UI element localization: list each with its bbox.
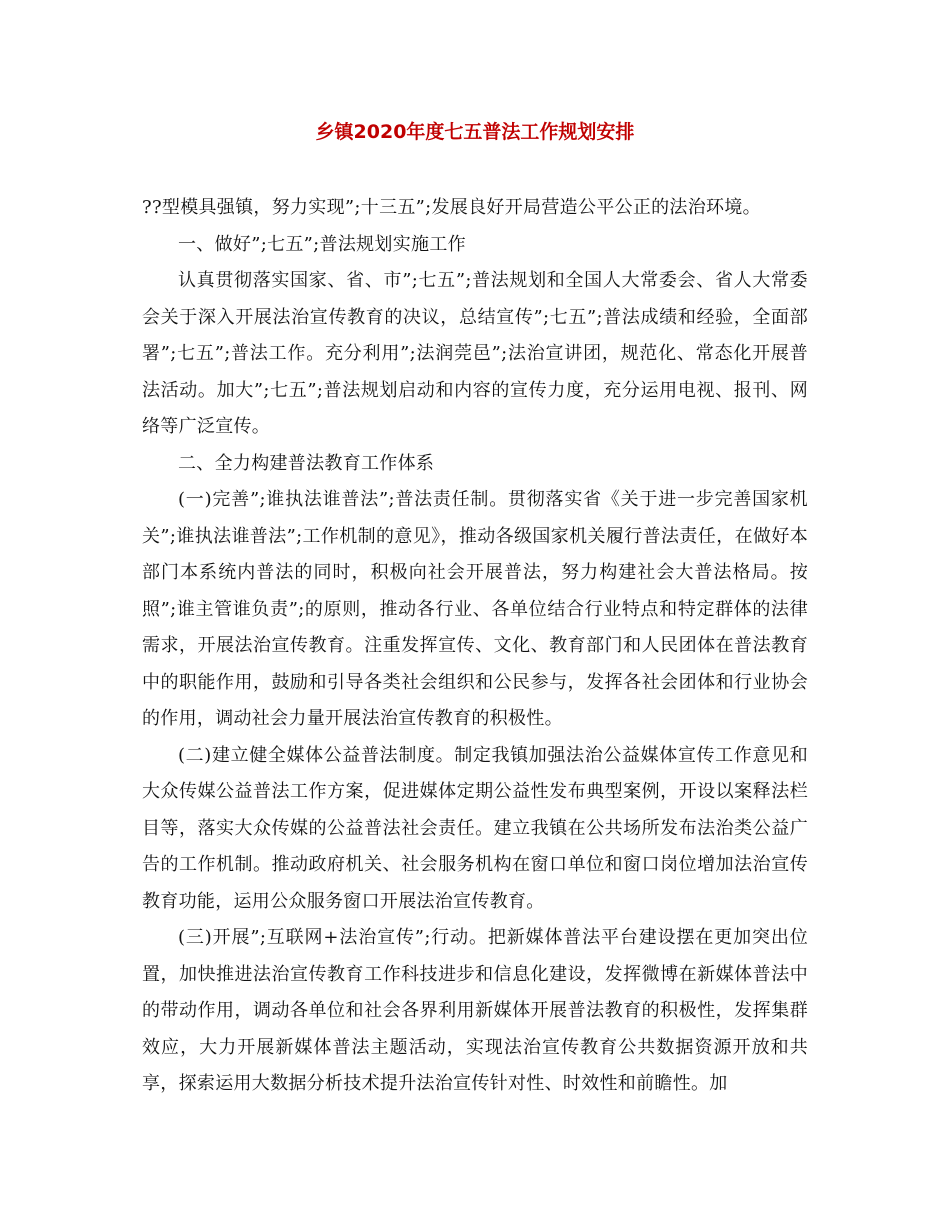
body-paragraph: (一)完善”;谁执法谁普法”;普法责任制。贯彻落实省《关于进一步完善国家机关”;谁执法谁普法”;工作机制的意见》，推动各级国家机关履行普法责任，在做好本部门本系统内普法的同时，积极向社会开展普法，努力构建社会大普法格局。按照”;谁主管谁负责”;的原则，推动各行业、各单位结合行业特点和特定群体的法律需求，开展法治宣传教育。注重发挥宣传、文化、教育部门和人民团体在普法教育中的职能作用，鼓励和引导各类社会组织和公民参与，发挥各社会团体和行业协会的作用，调动社会力量开展法治宣传教育的积极性。 [142,489,808,729]
body-paragraph: 认真贯彻落实国家、省、市”;七五”;普法规划和全国人大常委会、省人大常委会关于深入开展法治宣传教育的决议，总结宣传”;七五”;普法成绩和经验，全面部署”;七五”;普法工作。充分利用”;法润莞邑”;法治宣讲团，规范化、常态化开展普法活动。加大”;七五”;普法规划启动和内容的宣传力度，充分运用电视、报刊、网络等广泛宣传。 [142,270,808,437]
body-paragraph: ??型模具强镇，努力实现”;十三五”;发展良好开局营造公平公正的法治环境。 [142,197,761,218]
body-paragraph: (三)开展”;互联网+法治宣传”;行动。把新媒体普法平台建设摆在更加突出位置，加快推进法治宣传教育工作科技进步和信息化建设，发挥微博在新媒体普法中的带动作用，调动各单位和社会各界利用新媒体开展普法教育的积极性，发挥集群效应，大力开展新媒体普法主题活动，实现法治宣传教育公共数据资源开放和共享，探索运用大数据分析技术提升法治宣传针对性、时效性和前瞻性。加 [142,927,808,1094]
body-paragraph: 二、全力构建普法教育工作体系 [178,452,435,474]
document-title: 乡镇2020年度七五普法工作规划安排 [315,121,635,143]
body-paragraph: (二)建立健全媒体公益普法制度。制定我镇加强法治公益媒体宣传工作意见和大众传媒公益普法工作方案，促进媒体定期公益性发布典型案例，开设以案释法栏目等，落实大众传媒的公益普法社会责任。建立我镇在公共场所发布法治类公益广告的工作机制。推动政府机关、社会服务机构在窗口单位和窗口岗位增加法治宣传教育功能，运用公众服务窗口开展法治宣传教育。 [142,744,808,912]
document-body [142,190,808,1103]
body-paragraph: 一、做好”;七五”;普法规划实施工作 [178,233,466,255]
